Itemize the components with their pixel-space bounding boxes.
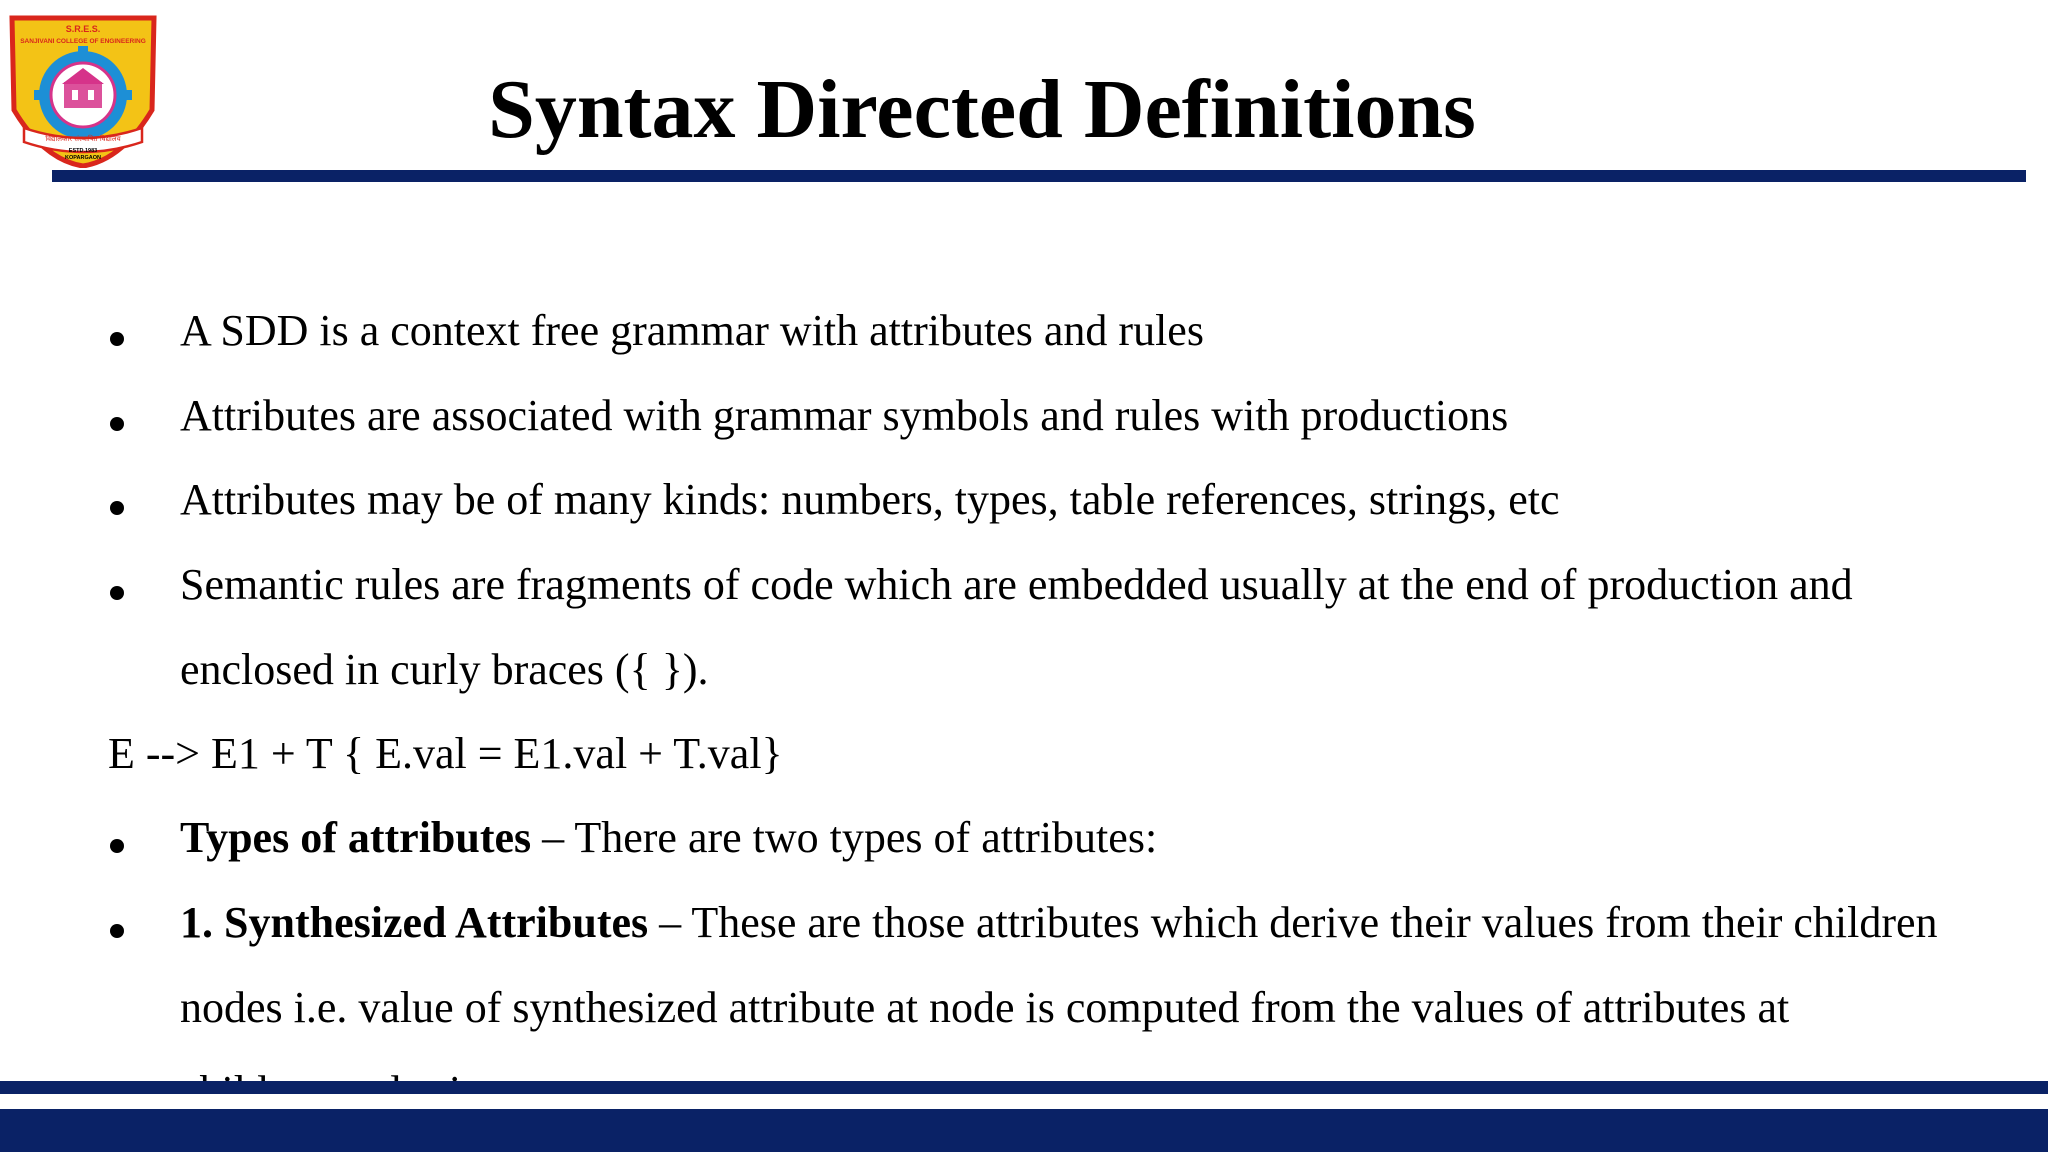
types-text: – There are two types of attributes: [531,813,1158,862]
footer-rule-thin [0,1081,2048,1094]
logo-place: KOPARGAON [65,155,101,161]
bullet-text: Semantic rules are fragments of code which are embedded usually at the end of production and [180,560,1853,609]
logo-org-top: S.R.E.S. [65,24,101,34]
bullet-dot [110,839,124,853]
slide-title: Syntax Directed Definitions [488,63,1476,156]
bullet-dot [110,332,124,346]
synthesized-text-continued: nodes i.e. value of synthesized attribute at node is computed from the values of attributes at [180,983,1790,1032]
footer-rule-gap [0,1094,2048,1109]
logo-estd: ESTD.1983 [68,148,98,154]
bullet-dot [110,501,124,515]
synthesized-text: – These are those attributes which derive their values from their children [648,898,1938,947]
bullet-text: Attributes may be of many kinds: numbers, types, table references, strings, etc [180,475,1560,524]
logo-motto: विद्यालंकार संस्थापित विद्यालय [45,135,121,143]
bullet-dot [110,417,124,431]
logo-org-name: SANJIVANI COLLEGE OF ENGINEERING [20,38,146,45]
slide-content [0,290,2048,1120]
bullet-text: A SDD is a context free grammar with attributes and rules [180,306,1204,355]
title-underline [52,170,2026,182]
bullet-dot [110,924,124,938]
bullet-text-continued: enclosed in curly braces ({ }). [180,645,709,694]
synthesized-heading: 1. Synthesized Attributes [180,898,649,947]
types-heading: Types of attributes [180,813,532,862]
bullet-text: Attributes are associated with grammar symbols and rules with productions [180,391,1509,440]
college-logo [2,10,164,168]
synthesized-attributes [180,893,1938,953]
types-of-attributes [180,808,1157,868]
bullet-dot [110,586,124,600]
example-production: E --> E1 + T { E.val = E1.val + T.val} [108,729,783,778]
footer-rule-thick [0,1109,2048,1152]
